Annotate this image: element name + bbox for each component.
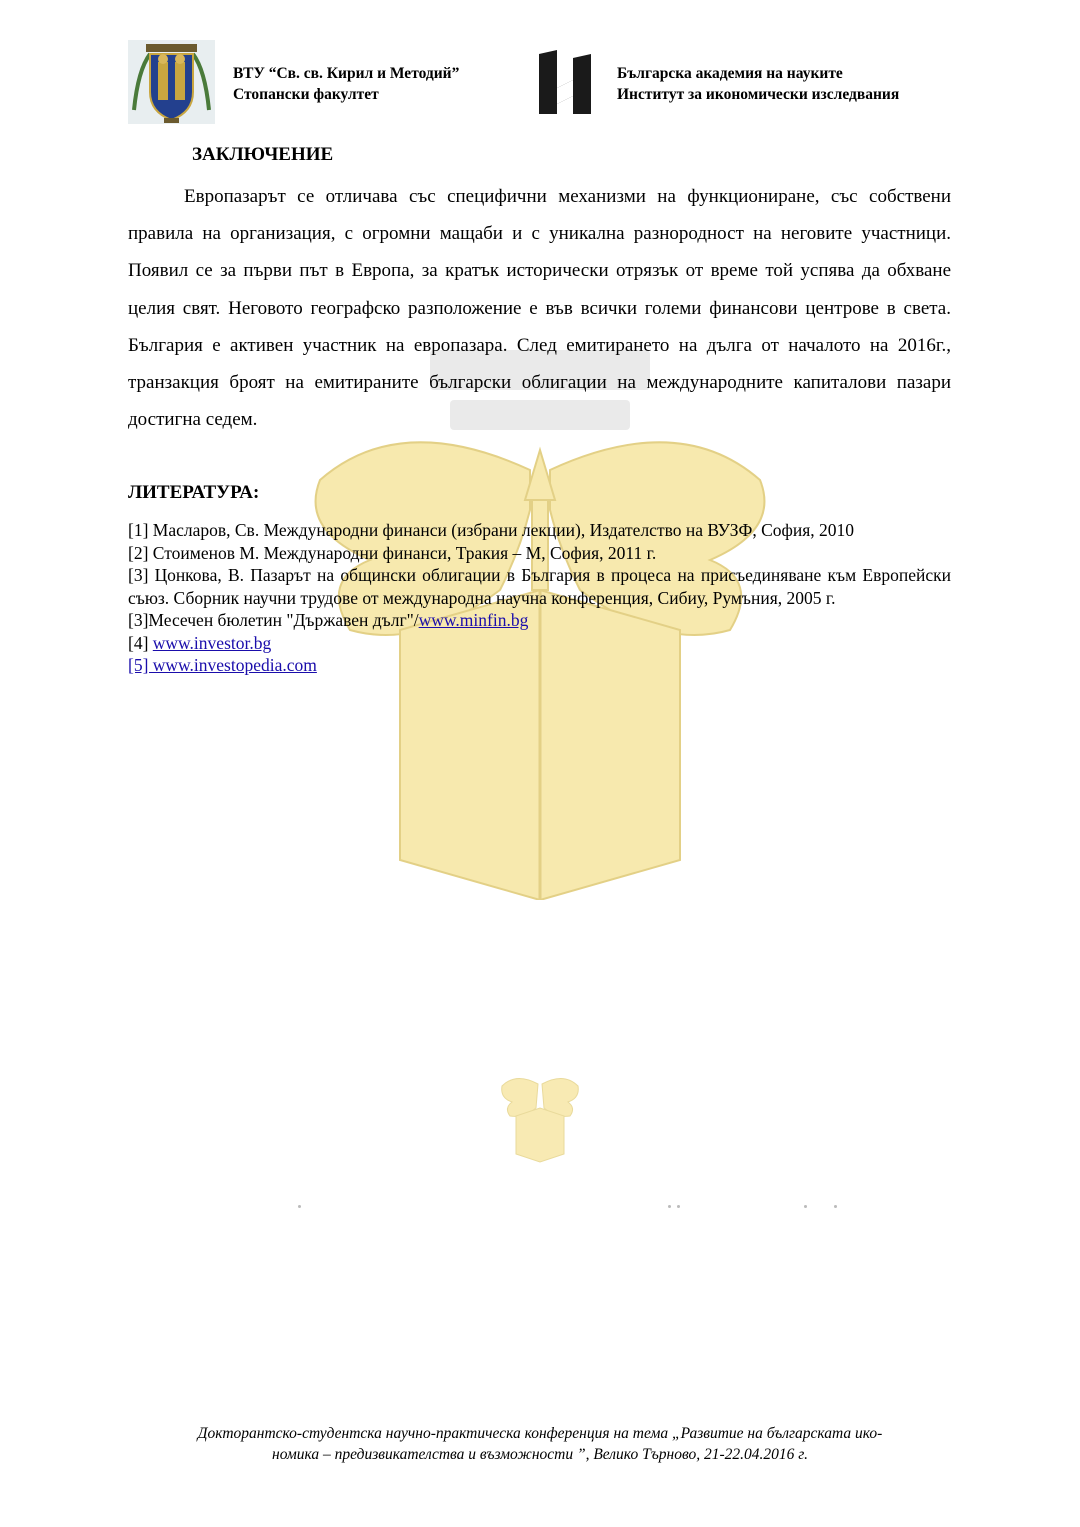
- small-winged-book-watermark: [498, 1062, 582, 1164]
- reference-item: [128, 632, 951, 655]
- reference-item: [128, 609, 951, 632]
- academy-line1: Българска академия на науките: [617, 65, 843, 82]
- investopedia-link[interactable]: [5] www.investopedia.com: [128, 655, 317, 675]
- university-crest-icon: [128, 40, 215, 124]
- page-header: [0, 0, 1080, 135]
- reference-item: [1] Масларов, Св. Международни финанси (избрани лекции), Издателство на ВУЗФ, София, 2010: [128, 520, 855, 540]
- footer-line1: Докторантско-студентска научно-практическа конференция на тема „Развитие на българската ико-: [197, 1425, 883, 1442]
- university-name: [233, 63, 459, 105]
- reference-list: [128, 519, 951, 677]
- reference-item: [2] Стоименов М. Международни финанси, Тракия – М, София, 2011 г.: [128, 542, 657, 563]
- university-line1: ВТУ “Св. св. Кирил и Методий”: [233, 65, 460, 82]
- scan-dot: [668, 1205, 671, 1208]
- reference-item: [128, 654, 951, 677]
- minfin-link[interactable]: www.minfin.bg: [418, 610, 529, 630]
- conclusion-paragraph: Европазарът се отличава със специфични механизми на функциониране, със собствени правила на организация, с огромни мащаби и с уникална разнородност на неговите участници. Появил се за първи път в Европа, за кратък исторически отрязък от време той успява да обхване целия свят. Неговото географско разположение е във всички големи финансови центрове в света. България е активен участник на европазара. След емитирането на дълга от началото на 2016г., транзакция броят на емитираните български облигации на международните капиталови пазари достигна седем.: [128, 186, 951, 431]
- reference-item: [3] Цонкова, В. Пазарът на общински облигации в България в процеса на присъединяване към Европейски съюз. Сборник научни трудове от международна научна конференция, Сибиу, Румъния, 2005 г.: [128, 565, 951, 608]
- scan-dot: [804, 1205, 807, 1208]
- institute-logo-icon: [537, 50, 593, 114]
- faculty-line: Стопански факултет: [233, 86, 379, 103]
- scan-dot: [834, 1205, 837, 1208]
- scan-dot: [298, 1205, 301, 1208]
- footer-line2: номика – предизвикателства и възможности ”, Велико Търново, 21-22.04.2016 г.: [272, 1446, 808, 1463]
- academy-name: [617, 63, 899, 105]
- investor-link[interactable]: www.investor.bg: [152, 632, 272, 653]
- reference-text: [3]Месечен бюлетин "Държавен дълг"/: [128, 610, 419, 630]
- literature-title: ЛИТЕРАТУРА:: [128, 482, 260, 503]
- conclusion-title: ЗАКЛЮЧЕНИЕ: [192, 144, 334, 165]
- page-footer: [110, 1423, 970, 1465]
- institute-line: Институт за икономически изследвания: [617, 86, 900, 103]
- scan-dot: [677, 1205, 680, 1208]
- reference-text: [4]: [128, 632, 153, 653]
